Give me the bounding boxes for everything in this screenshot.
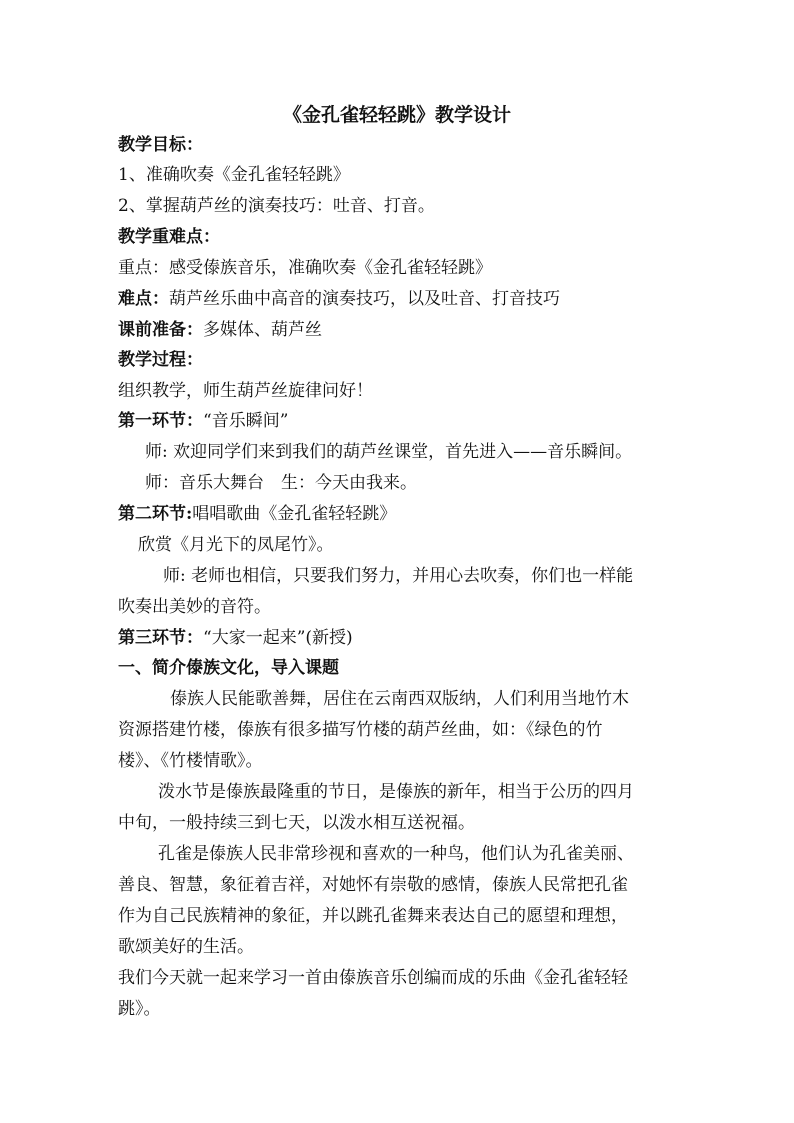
paragraph-1-line-2: 资源搭建竹楼，傣族有很多描写竹楼的葫芦丝曲，如：《绿色的竹 xyxy=(118,720,603,740)
section3-sub-heading: 一、简介傣族文化，导入课题 xyxy=(118,658,339,678)
objectives-heading: 教学目标： xyxy=(118,135,203,155)
paragraph-3-line-4: 歌颂美好的生活。 xyxy=(118,937,254,957)
section2-line-2: 师: 老师也相信，只要我们努力，并用心去吹奏，你们也一样能 xyxy=(163,566,634,586)
paragraph-3-line-3: 作为自己民族精神的象征，并以跳孔雀舞来表达自己的愿望和理想， xyxy=(118,906,628,926)
preparation-text: 多媒体、葫芦丝 xyxy=(203,320,322,340)
objective-item-2: 2、掌握葫芦丝的演奏技巧：吐音、打音。 xyxy=(118,196,435,216)
section3-text: “大家一起来”(新授) xyxy=(203,628,353,648)
section3-heading xyxy=(118,627,353,649)
paragraph-3-line-2: 善良、智慧，象征着吉祥，对她怀有崇敬的感情，傣族人民常把孔雀 xyxy=(118,875,628,895)
section1-line-1: 师: 欢迎同学们来到我们的葫芦丝课堂，首先进入——音乐瞬间。 xyxy=(145,442,633,462)
section1-line-2: 师：音乐大舞台 生：今天由我来。 xyxy=(145,473,417,493)
paragraph-4-line-1: 我们今天就一起来学习一首由傣族音乐创编而成的乐曲《金孔雀轻轻 xyxy=(118,968,628,988)
section2-line-1: 欣赏《月光下的凤尾竹》。 xyxy=(138,535,334,555)
section2-label: 第二环节: xyxy=(118,504,193,524)
paragraph-2-line-1: 泼水节是傣族最隆重的节日，是傣族的新年，相当于公历的四月 xyxy=(158,782,634,802)
section3-label: 第三环节： xyxy=(118,628,203,648)
process-opening: 组织教学，师生葫芦丝旋律问好！ xyxy=(118,381,373,401)
difficulty-text: 葫芦丝乐曲中高音的演奏技巧，以及吐音、打音技巧 xyxy=(169,289,560,309)
section1-label: 第一环节： xyxy=(118,411,203,431)
process-heading: 教学过程： xyxy=(118,350,203,370)
section1-text: “音乐瞬间” xyxy=(203,411,289,431)
paragraph-4-line-2: 跳》。 xyxy=(118,999,161,1019)
paragraph-2-line-2: 中旬，一般持续三到七天，以泼水相互送祝福。 xyxy=(118,813,475,833)
paragraph-1-line-1: 傣族人民能歌善舞，居住在云南西双版纳，人们利用当地竹木 xyxy=(170,689,629,709)
paragraph-1-line-3: 楼》、《竹楼情歌》。 xyxy=(118,751,263,771)
objective-item-1: 1、准确吹奏《金孔雀轻轻跳》 xyxy=(118,165,350,185)
document-title: 《金孔雀轻轻跳》教学设计 xyxy=(282,104,511,126)
focus-point: 重点：感受傣族音乐，准确吹奏《金孔雀轻轻跳》 xyxy=(118,258,492,278)
preparation-line xyxy=(118,319,322,341)
difficulty-label: 难点： xyxy=(118,289,169,309)
section1-heading xyxy=(118,410,288,432)
section2-line-3: 吹奏出美妙的音符。 xyxy=(118,597,271,617)
key-points-heading: 教学重难点： xyxy=(118,227,220,247)
paragraph-3-line-1: 孔雀是傣族人民非常珍视和喜欢的一种鸟，他们认为孔雀美丽、 xyxy=(158,844,634,864)
section2-text: 唱唱歌曲《金孔雀轻轻跳》 xyxy=(192,504,397,524)
section2-heading xyxy=(118,503,396,525)
preparation-label: 课前准备： xyxy=(118,320,203,340)
difficulty-point xyxy=(118,288,560,310)
